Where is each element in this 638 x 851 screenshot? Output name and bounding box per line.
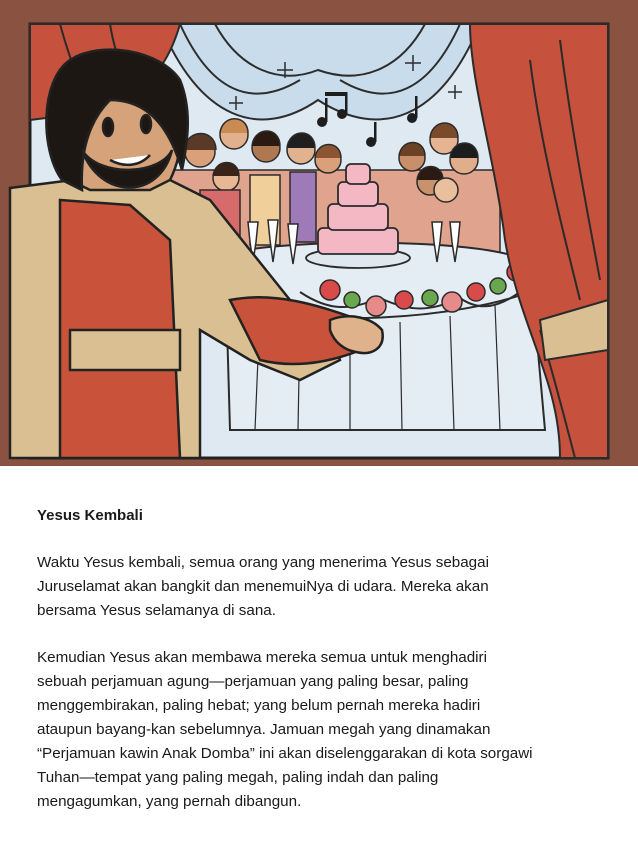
text-line: “Perjamuan kawin Anak Domba” ini akan diselenggarakan di kota sorgawi (37, 745, 533, 762)
text-line: mengagumkan, yang pernah dibangun. (37, 793, 302, 810)
story-text (37, 505, 607, 837)
text-line: sebuah perjamuan agung—perjamuan yang paling besar, paling (37, 673, 469, 690)
text-line: bersama Yesus selamanya di sana. (37, 602, 276, 619)
text-line: Kemudian Yesus akan membawa mereka semua untuk menghadiri (37, 649, 487, 666)
text-line: menggembirakan, paling hebat; yang belum pernah mereka hadiri (37, 697, 481, 714)
text-line: ataupun bayang-kan sebelumnya. Jamuan megah yang dinamakan (37, 721, 491, 738)
paragraph-1 (37, 551, 607, 623)
text-line: Waktu Yesus kembali, semua orang yang menerima Yesus sebagai (37, 554, 489, 571)
text-line: Juruselamat akan bangkit dan menemuiNya di udara. Mereka akan (37, 578, 489, 595)
page-title: Yesus Kembali (37, 507, 143, 524)
paragraph-2 (37, 646, 607, 814)
text-line: Tuhan—tempat yang paling megah, paling indah dan paling (37, 769, 439, 786)
